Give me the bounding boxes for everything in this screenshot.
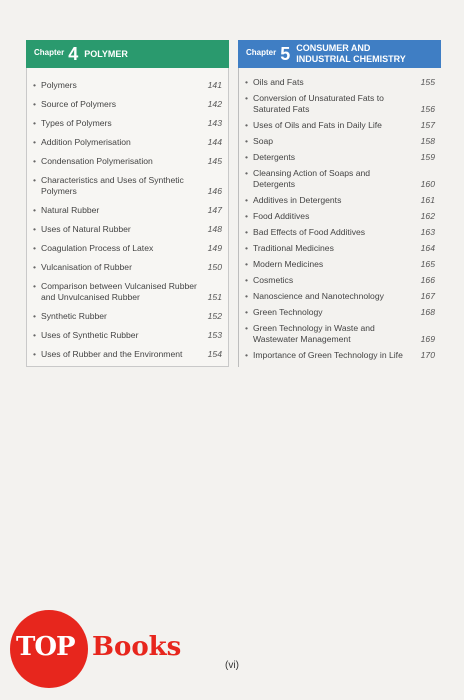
toc-entry-label: • Uses of Synthetic Rubber	[33, 330, 200, 341]
topbooks-logo	[10, 610, 190, 685]
toc-entry	[245, 291, 435, 302]
toc-entry	[245, 93, 435, 115]
chapter-tag: Chapter	[246, 47, 277, 57]
toc-entry-label: • Synthetic Rubber	[33, 311, 200, 322]
toc-entry-page: 169	[420, 334, 435, 344]
chapter-title	[296, 43, 406, 65]
toc-entry-label: • Soap	[245, 136, 413, 147]
toc-entry	[245, 323, 435, 345]
chapter-number: 4	[68, 43, 79, 64]
toc-entry	[33, 349, 222, 360]
toc-entry	[33, 205, 222, 216]
toc-entry-label: • Cosmetics	[245, 275, 413, 286]
toc-entry-page: 143	[207, 118, 222, 128]
toc-entry-label: • Types of Polymers	[33, 118, 200, 129]
toc-entry-page: 144	[207, 137, 222, 147]
toc-entry-label: • Nanoscience and Nanotechnology	[245, 291, 413, 302]
toc-entry-page: 148	[207, 224, 222, 234]
toc-entry-label: • Condensation Polymerisation	[33, 156, 200, 167]
toc-entry-page: 167	[420, 291, 435, 301]
toc-entry-label: • Addition Polymerisation	[33, 137, 200, 148]
chapter-4-header	[26, 40, 229, 68]
toc-entry	[33, 281, 222, 303]
toc-entry	[245, 136, 435, 147]
toc-entry-page: 168	[420, 307, 435, 317]
toc-entry	[245, 350, 435, 361]
toc-entry-label: • Oils and Fats	[245, 77, 413, 88]
toc-entry	[33, 311, 222, 322]
toc-entry-label: • Detergents	[245, 152, 413, 163]
toc-entry-page: 159	[420, 152, 435, 162]
toc-entry	[245, 168, 435, 190]
toc-entry-page: 162	[420, 211, 435, 221]
toc-entry-page: 153	[207, 330, 222, 340]
chapter-title-line2: INDUSTRIAL CHEMISTRY	[296, 54, 406, 64]
toc-entry	[245, 152, 435, 163]
toc-entry	[33, 224, 222, 235]
toc-entry-page: 161	[420, 195, 435, 205]
toc-entry-page: 166	[420, 275, 435, 285]
toc-entry-label: • Conversion of Unsaturated Fats to Saturated Fats	[245, 93, 413, 115]
toc-entry	[245, 227, 435, 238]
page-number: (vi)	[225, 660, 239, 671]
toc-entry-page: 150	[207, 262, 222, 272]
toc-entry-label: • Source of Polymers	[33, 99, 200, 110]
chapter-title: POLYMER	[84, 48, 128, 59]
toc-entry-page: 146	[207, 186, 222, 196]
chapter-title-line1: CONSUMER AND	[296, 43, 371, 53]
toc-entry-label: • Uses of Natural Rubber	[33, 224, 200, 235]
toc-entry	[33, 262, 222, 273]
toc-entry	[33, 99, 222, 110]
chapter-4-list	[26, 68, 229, 367]
toc-entry	[33, 156, 222, 167]
toc-entry	[33, 137, 222, 148]
toc-entry-page: 149	[207, 243, 222, 253]
toc-entry-label: • Coagulation Process of Latex	[33, 243, 200, 254]
toc-entry-page: 163	[420, 227, 435, 237]
logo-top-text: TOP	[16, 632, 75, 662]
toc-entry-label: • Importance of Green Technology in Life	[245, 350, 413, 361]
toc-entry-label: • Uses of Oils and Fats in Daily Life	[245, 120, 413, 131]
toc-entry-page: 158	[420, 136, 435, 146]
toc-entry-label: • Traditional Medicines	[245, 243, 413, 254]
toc-entry	[33, 243, 222, 254]
toc-entry	[33, 118, 222, 129]
toc-entry-label: • Green Technology in Waste and Wastewater Management	[245, 323, 413, 345]
toc-entry	[245, 195, 435, 206]
toc-entry-page: 160	[420, 179, 435, 189]
toc-entry-page: 156	[420, 104, 435, 114]
toc-entry-page: 170	[420, 350, 435, 360]
toc-entry-label: • Characteristics and Uses of Synthetic Polymers	[33, 175, 200, 197]
toc-entry-label: • Natural Rubber	[33, 205, 200, 216]
chapter-4-column	[26, 40, 229, 367]
toc-entry-page: 141	[207, 80, 222, 90]
toc-entry-page: 157	[420, 120, 435, 130]
toc-entry	[245, 120, 435, 131]
chapter-5-column	[238, 40, 441, 367]
toc-entry-label: • Comparison between Vulcanised Rubber and Unvulcanised Rubber	[33, 281, 200, 303]
toc-entry-label: • Uses of Rubber and the Environment	[33, 349, 200, 360]
toc-entry-page: 165	[420, 259, 435, 269]
toc-entry-page: 152	[207, 311, 222, 321]
chapter-tag: Chapter	[34, 47, 65, 57]
chapter-number: 5	[280, 43, 291, 64]
toc-entry	[245, 243, 435, 254]
toc-entry	[245, 77, 435, 88]
toc-entry-page: 151	[207, 292, 222, 302]
toc-entry	[33, 80, 222, 91]
toc-entry	[245, 307, 435, 318]
chapter-5-list	[238, 68, 441, 367]
toc-entry-label: • Green Technology	[245, 307, 413, 318]
toc-entry-page: 164	[420, 243, 435, 253]
toc-entry-label: • Modern Medicines	[245, 259, 413, 270]
toc-entry	[245, 259, 435, 270]
toc-entry-page: 142	[207, 99, 222, 109]
toc-entry	[245, 211, 435, 222]
toc-entry-label: • Additives in Detergents	[245, 195, 413, 206]
toc-entry-label: • Vulcanisation of Rubber	[33, 262, 200, 273]
toc-entry	[245, 275, 435, 286]
toc-entry-label: • Bad Effects of Food Additives	[245, 227, 413, 238]
toc-entry-page: 147	[207, 205, 222, 215]
logo-books-text: Books	[92, 632, 182, 662]
toc-entry	[33, 175, 222, 197]
toc-entry-label: • Cleansing Action of Soaps and Detergents	[245, 168, 413, 190]
toc-entry-page: 154	[207, 349, 222, 359]
toc-entry-page: 145	[207, 156, 222, 166]
toc-entry	[33, 330, 222, 341]
chapter-5-header	[238, 40, 441, 68]
toc-entry-label: • Food Additives	[245, 211, 413, 222]
toc-entry-label: • Polymers	[33, 80, 200, 91]
toc-entry-page: 155	[420, 77, 435, 87]
